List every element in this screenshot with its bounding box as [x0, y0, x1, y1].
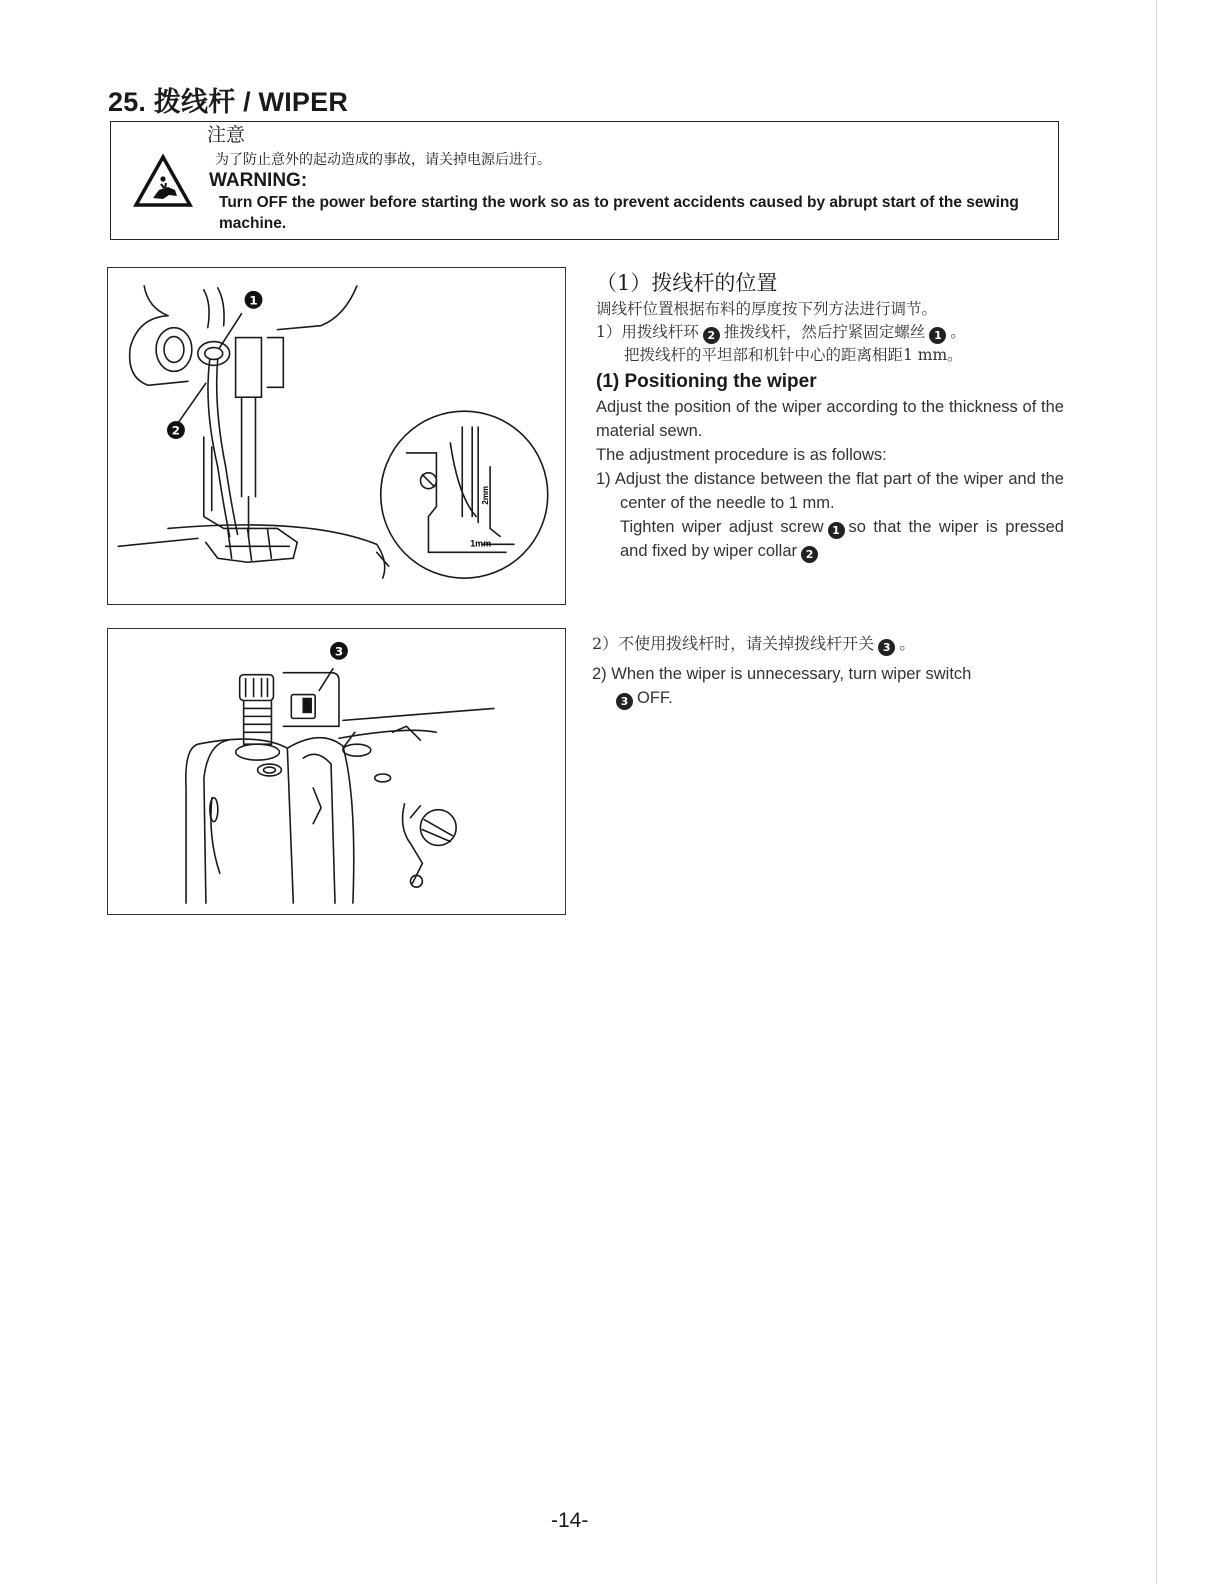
- en-step1-number: 1): [596, 470, 611, 488]
- warning-en-heading: WARNING:: [209, 170, 308, 191]
- section-1-zh-intro: 调线杆位置根据布料的厚度按下列方法进行调节。: [596, 300, 938, 318]
- callout-3-marker: [330, 642, 348, 660]
- badge-2-en: 2: [801, 546, 818, 563]
- section-1-zh-step1-line2: 把拨线杆的平坦部和机针中心的距离相距1 mm。: [624, 346, 963, 364]
- callout-2-marker: [167, 421, 185, 439]
- warning-text: [207, 124, 1047, 234]
- badge-1-en: 1: [828, 522, 845, 539]
- warning-box: [110, 121, 1059, 240]
- inset-2mm-label: 2mm: [481, 486, 491, 505]
- section-1-en-para2: The adjustment procedure is as follows:: [596, 446, 887, 464]
- page-edge-line: [1156, 0, 1157, 1584]
- section-1-en-para1: Adjust the position of the wiper according to the thickness of the material sewn.: [596, 398, 1064, 440]
- zh-step1-part-b: 推拨线杆，然后拧紧固定螺丝: [723, 323, 926, 341]
- en-step1-text-b1: Tighten wiper adjust screw: [620, 518, 824, 536]
- warning-hand-icon: [133, 154, 193, 208]
- section-1-zh-heading: （1）拨线杆的位置: [596, 271, 778, 295]
- badge-2: 2: [703, 327, 720, 344]
- en-step2-text-b: [616, 686, 1062, 710]
- callout-1-label: 1: [249, 293, 258, 308]
- figure-wiper-switch: [107, 628, 566, 915]
- section-2-text: [592, 630, 1062, 710]
- en-step2-number: 2): [592, 665, 607, 683]
- warning-zh-heading: 注意: [207, 125, 246, 146]
- zh-step2-part-a: 2）不使用拨线杆时，请关掉拨线杆开关: [592, 634, 875, 653]
- page-title: 25. 拨线杆 / WIPER: [108, 87, 349, 117]
- figure-wiper-position: [107, 267, 566, 605]
- zh-step1-part-c: 。: [950, 323, 966, 341]
- callout-1-marker: [245, 291, 263, 309]
- en-step1-text-a: Adjust the distance between the flat part of the wiper and the center of the needle to 1 mm.: [614, 470, 1064, 512]
- callout-3-label: 3: [334, 644, 344, 659]
- en-step1-text-b: [620, 515, 1064, 563]
- section-1-en-heading: (1) Positioning the wiper: [596, 371, 817, 392]
- section-1-zh-step1: [596, 321, 1064, 344]
- en-step2-text-a: When the wiper is unnecessary, turn wiper switch: [611, 665, 972, 683]
- warning-zh-text: 为了防止意外的起动造成的事故，请关掉电源后进行。: [215, 151, 551, 167]
- section-2-en-step2: [592, 662, 1062, 710]
- badge-3-en: 3: [616, 693, 633, 710]
- badge-1: 1: [929, 327, 946, 344]
- wiper-position-illustration: [108, 268, 565, 604]
- section-1-en-step1: [596, 467, 1064, 563]
- zh-step1-part-a: 1）用拨线杆环: [596, 323, 699, 341]
- page-number: -14-: [551, 1509, 589, 1532]
- wiper-switch-illustration: [108, 629, 565, 914]
- badge-3: 3: [878, 639, 895, 656]
- callout-2-label: 2: [171, 423, 181, 438]
- en-step1-text-b2: so that the wiper is pressed and fixed by wiper collar: [620, 518, 1064, 560]
- en-step2-off: OFF.: [637, 689, 673, 707]
- warning-en-text: Turn OFF the power before starting the work so as to prevent accidents caused by abrupt start of the sewing machine.: [219, 194, 1019, 232]
- inset-1mm-label: 1mm: [470, 538, 492, 549]
- zh-step2-part-b: 。: [899, 634, 916, 653]
- section-1-text: [596, 268, 1064, 563]
- section-2-zh-step2: [592, 630, 1062, 658]
